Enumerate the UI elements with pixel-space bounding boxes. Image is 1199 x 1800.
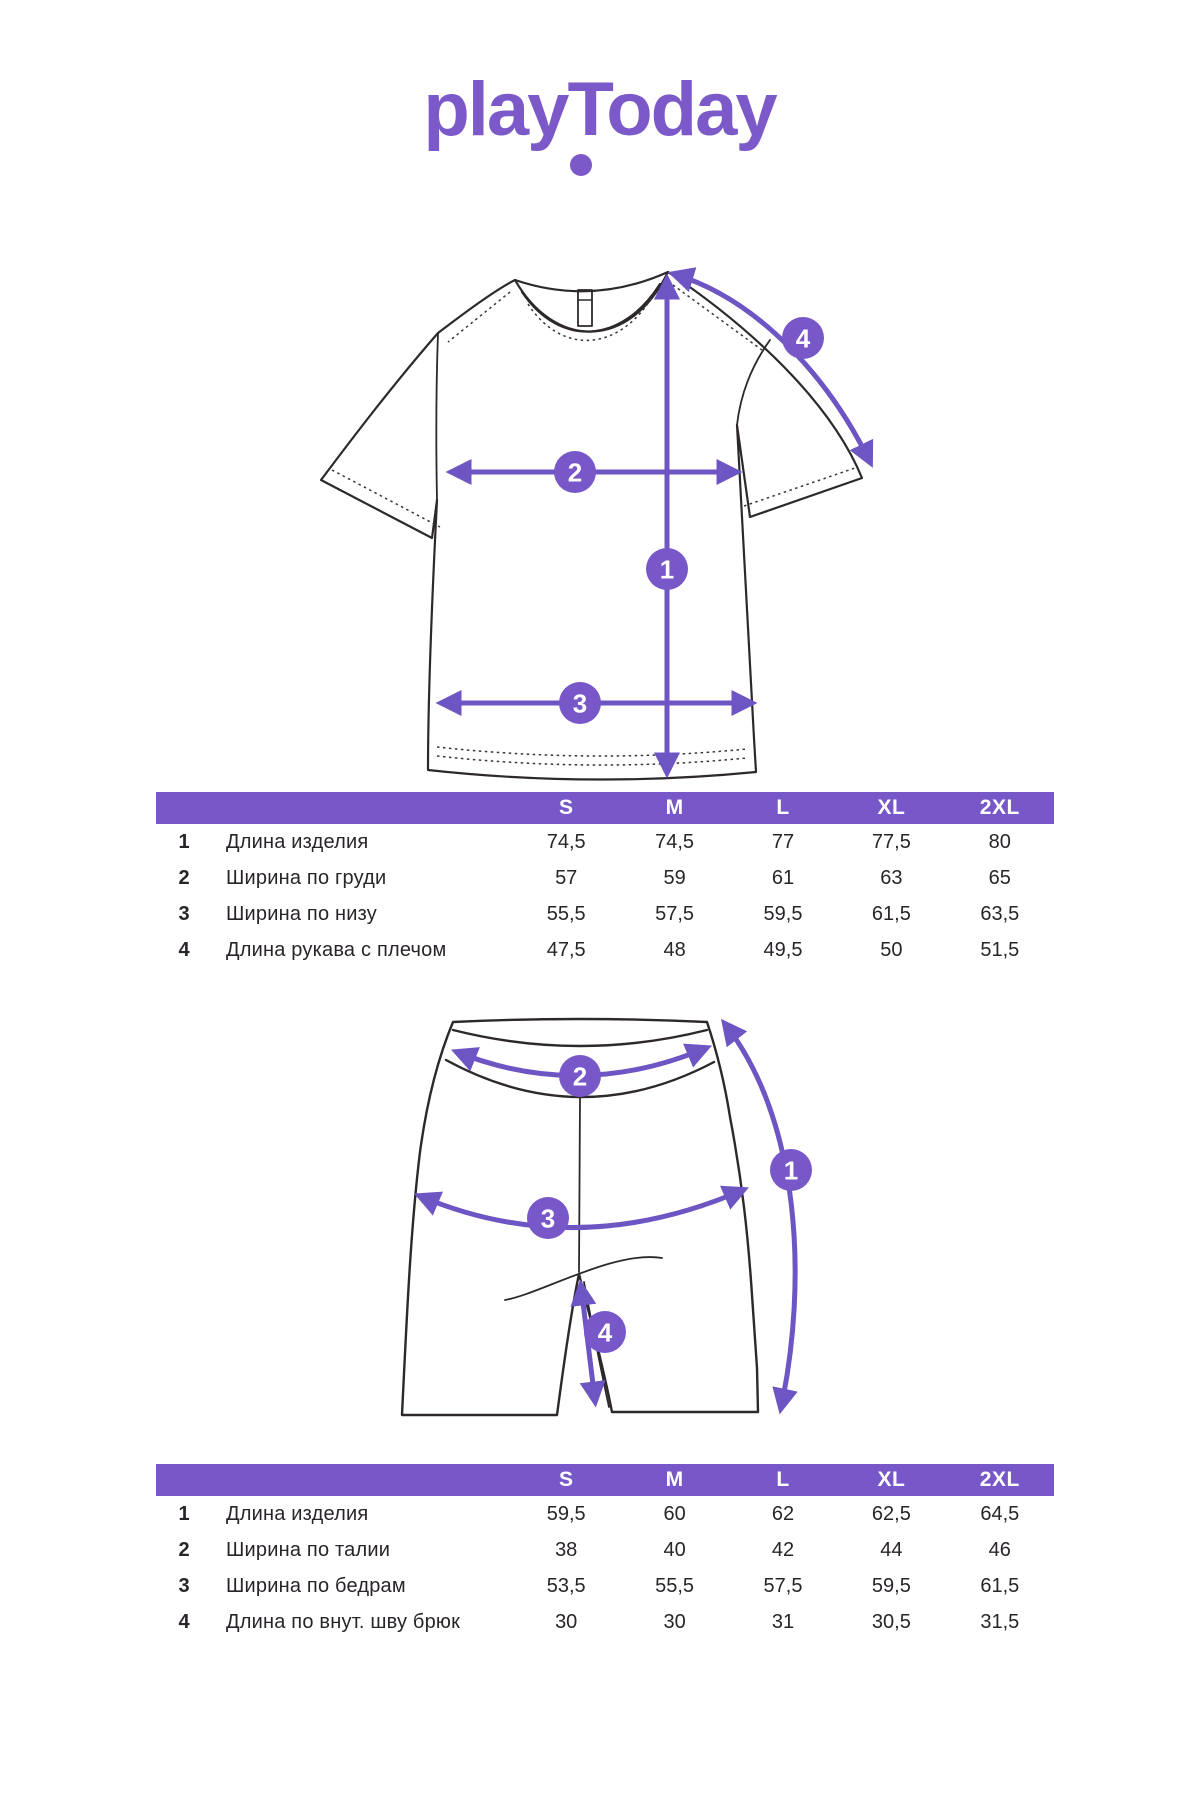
col-size-2xl: 2XL [979, 1468, 1020, 1491]
tshirt-table-header [156, 792, 1054, 824]
col-size-s: S [558, 796, 574, 819]
row-label: Длина рукава с плечом [226, 938, 447, 961]
row-number: 3 [178, 1574, 190, 1597]
col-size-xl: XL [877, 796, 906, 819]
tshirt-size-table [156, 792, 1054, 968]
tshirt-back-collar [515, 272, 668, 291]
shorts-marker-3: 3 [540, 1203, 556, 1234]
shorts-size-table [156, 1464, 1054, 1640]
table-row: 4 Длина по внут. шву брюк 30 30 31 30,5 31,5 [156, 1604, 1054, 1640]
row-number: 3 [178, 902, 190, 925]
row-label: Длина по внут. шву брюк [226, 1610, 461, 1633]
shorts-marker-4: 4 [597, 1317, 613, 1348]
row-label: Ширина по бедрам [226, 1574, 406, 1597]
brand-logo-dot-icon [570, 154, 592, 176]
table-row: 2 Ширина по груди 57 59 61 63 65 [156, 860, 1054, 896]
col-size-s: S [558, 1468, 574, 1491]
col-size-xl: XL [877, 1468, 906, 1491]
table-row: 4 Длина рукава с плечом 47,5 48 49,5 50 51,5 [156, 932, 1054, 968]
tee-marker-3: 3 [572, 688, 588, 719]
table-row: 3 Ширина по низу 55,5 57,5 59,5 61,5 63,5 [156, 896, 1054, 932]
row-label: Ширина по груди [226, 866, 387, 889]
row-number: 1 [178, 830, 190, 853]
tee-marker-2: 2 [567, 457, 583, 488]
shorts-marker-2: 2 [572, 1061, 588, 1092]
row-label: Ширина по низу [226, 902, 377, 925]
tshirt-neck-label-tag [578, 290, 592, 326]
table-row: 3 Ширина по бедрам 53,5 55,5 57,5 59,5 61,5 [156, 1568, 1054, 1604]
tee-marker-4: 4 [795, 323, 811, 354]
shorts-table-header [156, 1464, 1054, 1496]
brand-logo-text: playToday [423, 67, 776, 152]
col-size-m: M [665, 796, 684, 819]
table-row: 1 Длина изделия 74,5 74,5 77 77,5 80 [156, 824, 1054, 860]
table-row: 1 Длина изделия 59,5 60 62 62,5 64,5 [156, 1496, 1054, 1532]
shorts-measurement-diagram [380, 1000, 820, 1430]
brand-logo [0, 67, 1199, 152]
shorts-marker-1: 1 [783, 1155, 799, 1186]
col-size-2xl: 2XL [979, 796, 1020, 819]
row-label: Ширина по талии [226, 1538, 391, 1561]
col-size-l: L [776, 796, 790, 819]
row-number: 2 [178, 1538, 190, 1561]
tshirt-measurement-diagram [270, 238, 890, 788]
tee-marker-1: 1 [659, 554, 675, 585]
row-label: Длина изделия [226, 830, 369, 853]
row-label: Длина изделия [226, 1502, 369, 1525]
row-number: 4 [178, 938, 190, 961]
shorts-center-line [579, 1098, 580, 1272]
col-size-l: L [776, 1468, 790, 1491]
col-size-m: M [665, 1468, 684, 1491]
table-row: 2 Ширина по талии 38 40 42 44 46 [156, 1532, 1054, 1568]
row-number: 1 [178, 1502, 190, 1525]
row-number: 4 [178, 1610, 190, 1633]
row-number: 2 [178, 866, 190, 889]
